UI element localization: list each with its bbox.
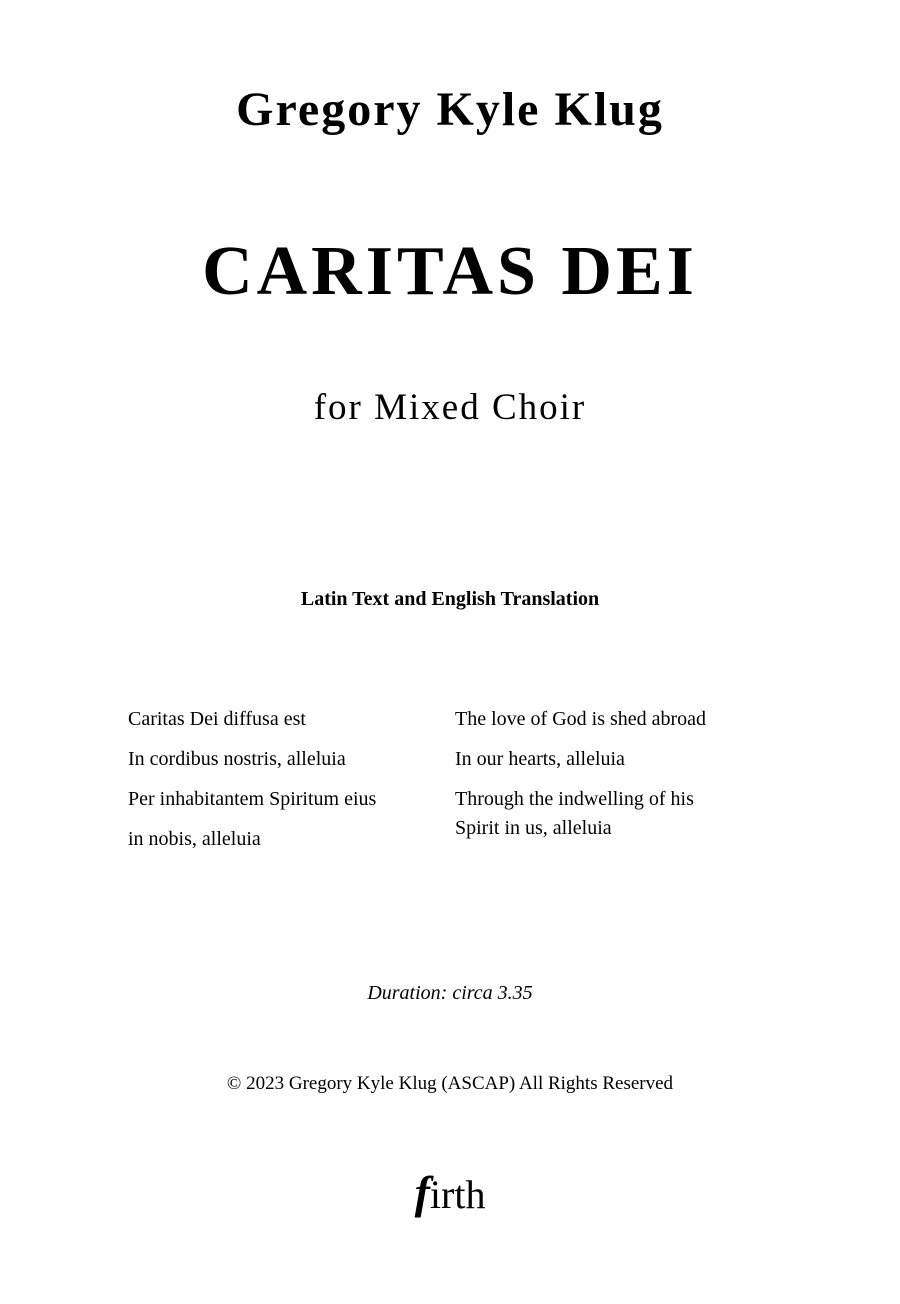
latin-line: In cordibus nostris, alleluia xyxy=(128,748,346,770)
duration-note: Duration: circa 3.35 xyxy=(367,982,533,1004)
english-line: Spirit in us, alleluia xyxy=(455,817,612,839)
publisher-logo-initial: f xyxy=(414,1167,430,1218)
work-title: CARITAS DEI xyxy=(202,233,698,310)
english-line: In our hearts, alleluia xyxy=(455,748,625,770)
composer-name: Gregory Kyle Klug xyxy=(236,83,664,136)
english-line: Through the indwelling of his xyxy=(455,788,694,810)
latin-text-column xyxy=(128,705,438,865)
english-translation-column xyxy=(455,705,765,843)
latin-line: Per inhabitantem Spiritum eius xyxy=(128,788,377,810)
text-section-heading: Latin Text and English Translation xyxy=(300,588,600,610)
english-line: The love of God is shed abroad xyxy=(455,708,707,730)
latin-line: Caritas Dei diffusa est xyxy=(128,708,306,730)
work-subtitle: for Mixed Choir xyxy=(313,387,587,428)
publisher-logo-text: irth xyxy=(429,1172,486,1217)
publisher-logo xyxy=(0,1168,900,1220)
latin-line: in nobis, alleluia xyxy=(128,828,261,850)
copyright-notice: © 2023 Gregory Kyle Klug (ASCAP) All Rights Reserved xyxy=(226,1073,674,1094)
